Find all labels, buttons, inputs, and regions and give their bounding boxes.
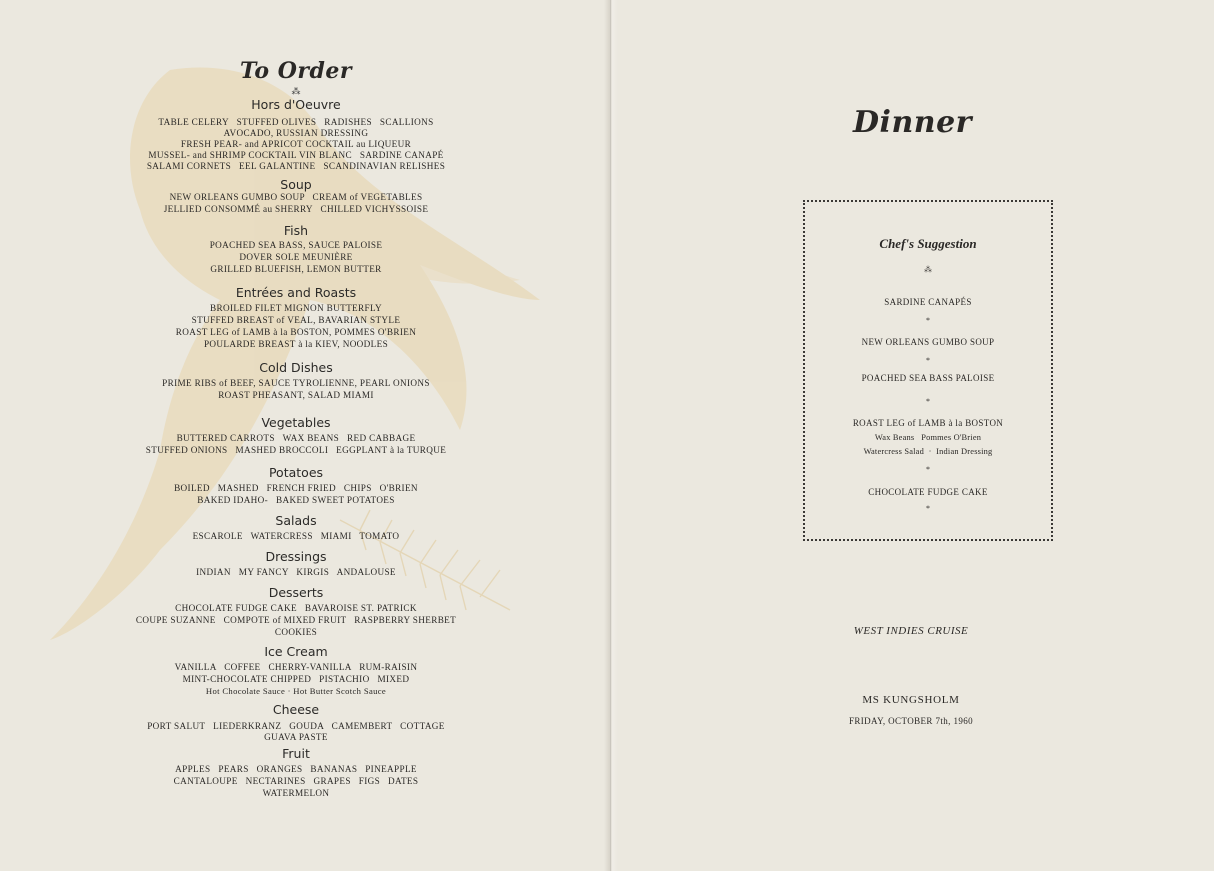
menu-line: BOILED MASHED FRENCH FRIED CHIPS O'BRIEN — [174, 483, 418, 493]
section-heading-salads: Salads — [275, 513, 317, 528]
menu-line: Hot Chocolate Sauce · Hot Butter Scotch Sauce — [205, 686, 387, 696]
star-separator: * — [926, 504, 930, 513]
menu-line: CHOCOLATE FUDGE CAKE BAVAROISE ST. PATRICK — [175, 603, 417, 613]
menu-line: MUSSEL- and SHRIMP COCKTAIL VIN BLANC SARDINE CANAPÉ — [148, 150, 444, 160]
menu-line: PRIME RIBS of BEEF, SAUCE TYROLIENNE, PEARL ONIONS — [162, 378, 430, 388]
suggestion-side: Wax Beans Pommes O'Brien — [874, 433, 982, 442]
suggestion-item: NEW ORLEANS GUMBO SOUP — [861, 337, 995, 347]
section-heading-dressings: Dressings — [265, 549, 327, 564]
section-heading-potatoes: Potatoes — [268, 465, 324, 480]
chefs-suggestion-title: Chef's Suggestion — [879, 236, 977, 251]
dinner-title: Dinner — [853, 105, 972, 140]
section-heading-soup: Soup — [280, 177, 312, 192]
menu-line: GUAVA PASTE — [264, 732, 328, 742]
menu-line: BAKED IDAHO- BAKED SWEET POTATOES — [197, 495, 395, 505]
menu-line: INDIAN MY FANCY KIRGIS ANDALOUSE — [196, 567, 396, 577]
section-heading-entrees: Entrées and Roasts — [235, 285, 357, 300]
menu-line: ROAST LEG of LAMB à la BOSTON, POMMES O'BRIEN — [175, 327, 417, 337]
menu-line: APPLES PEARS ORANGES BANANAS PINEAPPLE — [175, 764, 417, 774]
suggestion-item: SARDINE CANAPÉS — [884, 297, 972, 307]
menu-line: STUFFED BREAST of VEAL, BAVARIAN STYLE — [191, 315, 401, 325]
right-page — [611, 0, 1214, 871]
menu-line: CANTALOUPE NECTARINES GRAPES FIGS DATES — [173, 776, 419, 786]
suggestion-side: Watercress Salad · Indian Dressing — [863, 447, 993, 456]
suggestion-item: POACHED SEA BASS PALOISE — [861, 373, 995, 383]
section-heading-ice-cream: Ice Cream — [264, 644, 328, 659]
star-separator: * — [926, 465, 930, 474]
page-fold — [604, 0, 618, 871]
star-separator: * — [926, 356, 930, 365]
chefs-suggestion-box — [803, 200, 1053, 541]
menu-line: GRILLED BLUEFISH, LEMON BUTTER — [210, 264, 382, 274]
suggestion-item: ROAST LEG of LAMB à la BOSTON — [852, 418, 1004, 428]
menu-line: SALAMI CORNETS EEL GALANTINE SCANDINAVIAN RELISHES — [146, 161, 446, 171]
ornament: ⁂ — [924, 265, 932, 274]
ornament: ⁂ — [291, 86, 301, 96]
star-separator: * — [926, 397, 930, 406]
menu-date: FRIDAY, OCTOBER 7th, 1960 — [848, 716, 974, 726]
cruise-name: WEST INDIES CRUISE — [853, 625, 969, 637]
section-heading-fish: Fish — [283, 223, 309, 238]
menu-line: STUFFED ONIONS MASHED BROCCOLI EGGPLANT à la TURQUE — [145, 445, 447, 455]
ship-name: MS KUNGSHOLM — [862, 694, 960, 706]
menu-line: PORT SALUT LIEDERKRANZ GOUDA CAMEMBERT COTTAGE — [147, 721, 445, 731]
menu-line: JELLIED CONSOMMÉ au SHERRY CHILLED VICHYSSOISE — [163, 204, 429, 214]
section-heading-vegetables: Vegetables — [261, 415, 331, 430]
menu-line: TABLE CELERY STUFFED OLIVES RADISHES SCALLIONS — [158, 117, 434, 127]
section-heading-desserts: Desserts — [268, 585, 324, 600]
menu-line: BROILED FILET MIGNON BUTTERFLY — [210, 303, 382, 313]
section-heading-cheese: Cheese — [272, 702, 320, 717]
menu-line: VANILLA COFFEE CHERRY-VANILLA RUM-RAISIN — [174, 662, 418, 672]
menu-line: MINT-CHOCOLATE CHIPPED PISTACHIO MIXED — [182, 674, 410, 684]
menu-line: BUTTERED CARROTS WAX BEANS RED CABBAGE — [176, 433, 416, 443]
menu-line: NEW ORLEANS GUMBO SOUP CREAM of VEGETABLES — [169, 192, 423, 202]
menu-line: POULARDE BREAST à la KIEV, NOODLES — [203, 339, 389, 349]
section-heading-fruit: Fruit — [282, 746, 310, 761]
section-heading-cold-dishes: Cold Dishes — [259, 360, 333, 375]
menu-line: AVOCADO, RUSSIAN DRESSING — [223, 128, 369, 138]
menu-line: DOVER SOLE MEUNIÈRE — [239, 252, 353, 262]
star-separator: * — [926, 316, 930, 325]
menu-line: COOKIES — [274, 627, 318, 637]
to-order-title: To Order — [240, 58, 352, 84]
menu-line: FRESH PEAR- and APRICOT COCKTAIL au LIQUEUR — [180, 139, 412, 149]
menu-line: POACHED SEA BASS, SAUCE PALOISE — [209, 240, 383, 250]
section-heading-hors-doeuvre: Hors d'Oeuvre — [251, 97, 341, 112]
suggestion-item: CHOCOLATE FUDGE CAKE — [868, 487, 988, 497]
menu-line: WATERMELON — [262, 788, 330, 798]
menu-line: ESCAROLE WATERCRESS MIAMI TOMATO — [192, 531, 400, 541]
menu-line: COUPE SUZANNE COMPOTE of MIXED FRUIT RASPBERRY SHERBET — [135, 615, 457, 625]
menu-line: ROAST PHEASANT, SALAD MIAMI — [218, 390, 374, 400]
